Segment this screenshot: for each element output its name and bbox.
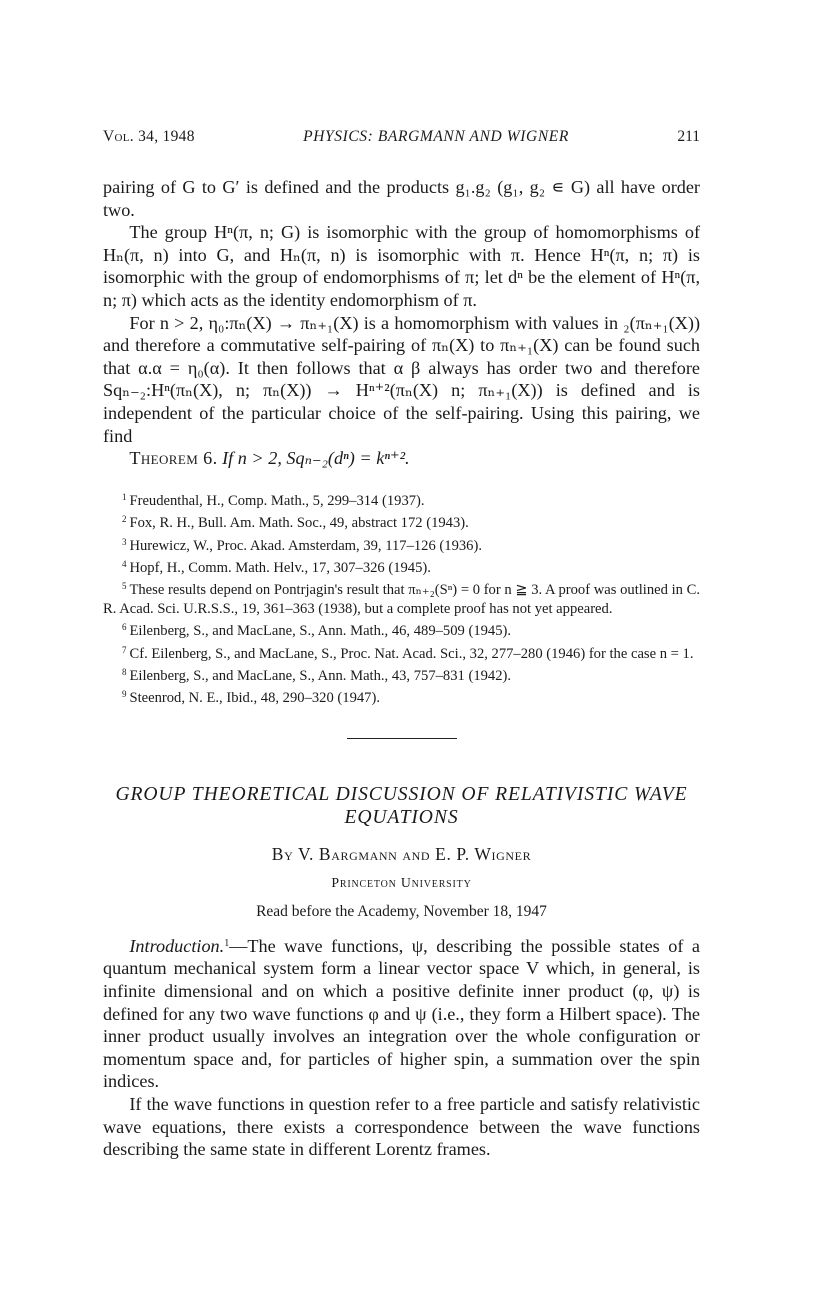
footnote bbox=[103, 577, 700, 618]
byline: By V. Bargmann and E. P. Wigner bbox=[271, 843, 532, 864]
paragraph-pairing: pairing of G to G′ is defined and the products g₁.g₂ (g₁, g₂ ∊ G) all have order two. bbox=[103, 177, 700, 220]
footnote bbox=[103, 510, 700, 532]
footnote-text: Hurewicz, W., Proc. Akad. Amsterdam, 39, 117–126 (1936). bbox=[129, 537, 482, 554]
footnote bbox=[103, 685, 700, 707]
footnote-number: 3 bbox=[121, 536, 127, 547]
footnote bbox=[103, 533, 700, 555]
theorem-label: Theorem 6. bbox=[129, 448, 218, 469]
footnote-text: Eilenberg, S., and MacLane, S., Ann. Math., 46, 489–509 (1945). bbox=[129, 623, 512, 640]
read-before-date: Read before the Academy, November 18, 1947 bbox=[256, 902, 547, 920]
footnotes bbox=[103, 488, 700, 708]
affiliation: Princeton University bbox=[331, 874, 472, 890]
footnote-text: Hopf, H., Comm. Math. Helv., 17, 307–326 (1945). bbox=[129, 559, 431, 576]
theorem-6 bbox=[103, 447, 700, 470]
introduction-text: —The wave functions, ψ, describing the possible states of a quantum mechanical system form a linear vector space V which, in general, is infinite dimensional and on which a positive definite inner product (φ, ψ) is defined for any two wave functions φ and ψ (i.e., they form a Hilbert space). The inner product usually involves an integration over the whole configuration or momentum space and, for particles of higher spin, a summation over the spin indices. bbox=[103, 935, 700, 1092]
paragraph-homomorphism: For n > 2, η₀:πₙ(X) → πₙ₊₁(X) is a homomorphism with values in ₂(πₙ₊₁(X)) and therefore a commutative self-pairing of πₙ(X) to πₙ₊₁(X) can be found such that α.α = η₀(α). It then follows that α β always has order two and therefore Sqₙ₋₂:Hⁿ(πₙ(X), n; πₙ(X)) → Hⁿ⁺²(πₙ(X) n; πₙ₊₁(X)) is defined and is independent of the particular choice of the self-pairing. Using this pairing, we find bbox=[103, 312, 700, 446]
footnote-number: 6 bbox=[121, 622, 127, 633]
footnote bbox=[103, 488, 700, 510]
footnote bbox=[103, 641, 700, 663]
footnote-number: 1 bbox=[121, 491, 127, 502]
theorem-statement: If n > 2, Sqₙ₋₂(dⁿ) = kⁿ⁺². bbox=[222, 448, 410, 469]
article-title-line-2: EQUATIONS bbox=[344, 807, 459, 829]
section-divider bbox=[347, 738, 457, 739]
footnote-text: Cf. Eilenberg, S., and MacLane, S., Proc. Nat. Acad. Sci., 32, 277–280 (1946) for the case n = 1. bbox=[129, 645, 694, 662]
footnote-text: These results depend on Pontrjagin's result that πₙ₊₂(Sⁿ) = 0 for n ≧ 3. A proof was outlined in C. R. Acad. Sci. U.R.S.S., 19, 361–363 (1938), but a complete proof has not yet appeared. bbox=[103, 582, 700, 617]
page bbox=[103, 128, 700, 1161]
introduction-paragraph bbox=[103, 933, 700, 1093]
footnote-number: 5 bbox=[121, 581, 127, 592]
running-title: PHYSICS: BARGMANN AND WIGNER bbox=[303, 128, 569, 145]
volume-label: Vol. 34, 1948 bbox=[103, 128, 195, 145]
paragraph-lorentz-frames: If the wave functions in question refer to a free particle and satisfy relativistic wave equations, there exists a correspondence between the wave functions describing the same state in different Lorentz frames. bbox=[103, 1093, 700, 1160]
introduction-heading: Introduction. bbox=[129, 935, 225, 956]
footnote-text: Steenrod, N. E., Ibid., 48, 290–320 (1947). bbox=[129, 690, 380, 707]
footnote-number: 2 bbox=[121, 514, 127, 525]
footnote-number: 9 bbox=[121, 689, 127, 700]
footnote-number: 7 bbox=[121, 644, 127, 655]
introduction-footnote-ref: 1 bbox=[224, 937, 230, 949]
article-title-line-1: GROUP THEORETICAL DISCUSSION OF RELATIVISTIC WAVE bbox=[115, 783, 688, 805]
footnote-number: 4 bbox=[121, 558, 127, 569]
article-title bbox=[103, 783, 700, 830]
footnote bbox=[103, 663, 700, 685]
running-head bbox=[103, 128, 700, 152]
footnote bbox=[103, 555, 700, 577]
footnote bbox=[103, 618, 700, 640]
footnote-text: Freudenthal, H., Comp. Math., 5, 299–314 (1937). bbox=[129, 492, 425, 509]
paragraph-isomorphism: The group Hⁿ(π, n; G) is isomorphic with the group of homomorphisms of Hₙ(π, n) into G, and Hₙ(π, n) is isomorphic with π. Hence Hⁿ(π, n; π) is isomorphic with the group of endomorphisms of π; let dⁿ be the element of Hⁿ(π, n; π) which acts as the identity endomorphism of π. bbox=[103, 222, 700, 310]
footnote-text: Fox, R. H., Bull. Am. Math. Soc., 49, abstract 172 (1943). bbox=[129, 515, 469, 532]
page-number: 211 bbox=[677, 128, 700, 145]
footnote-text: Eilenberg, S., and MacLane, S., Ann. Math., 43, 757–831 (1942). bbox=[129, 667, 512, 684]
footnote-number: 8 bbox=[121, 666, 127, 677]
